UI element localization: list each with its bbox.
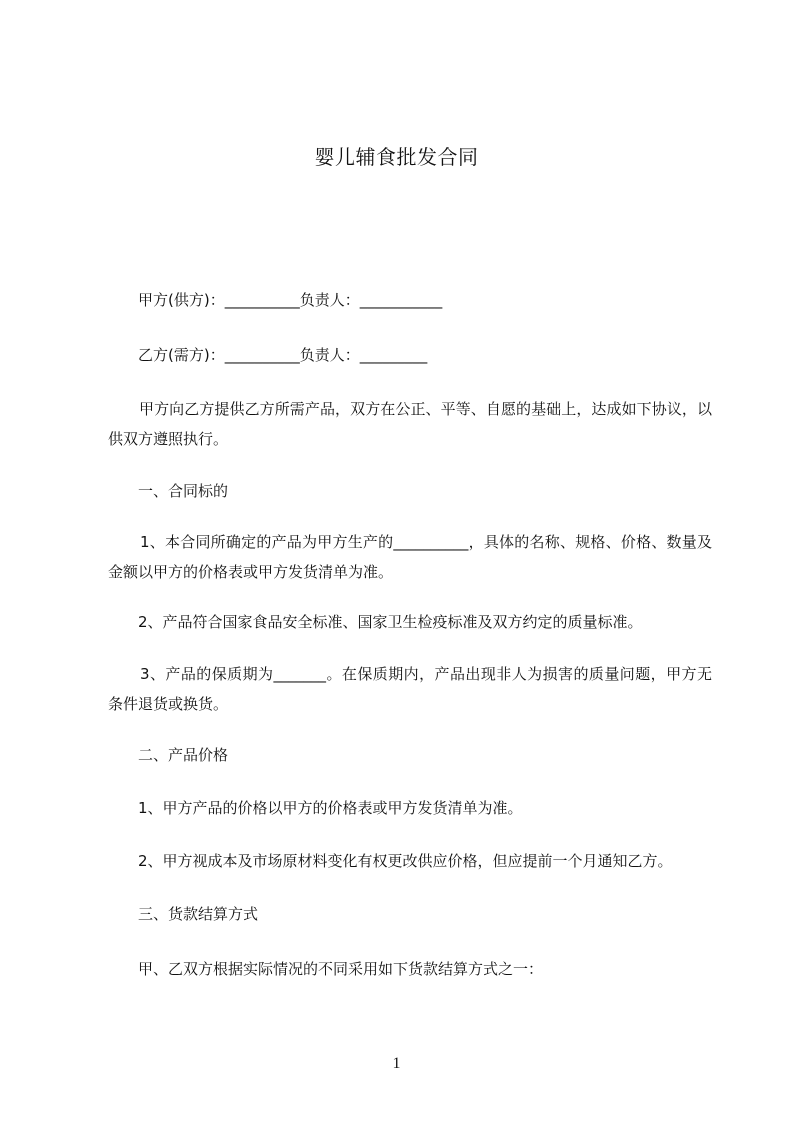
section-heading-2: 二、产品价格 bbox=[138, 746, 229, 764]
intro-paragraph: 甲方向乙方提供乙方所需产品，双方在公正、平等、自愿的基础上，达成如下协议，以供双方遵照执行。 bbox=[108, 400, 712, 448]
section-heading-1: 一、合同标的 bbox=[138, 482, 229, 500]
page-number: 1 bbox=[392, 1055, 401, 1072]
section-1-item-2: 2、产品符合国家食品安全标准、国家卫生检疫标准及双方约定的质量标准。 bbox=[138, 613, 643, 631]
party-a-line: 甲方(供方)：__________负责人：___________ bbox=[138, 291, 443, 309]
section-1-item-3: 3、产品的保质期为_______。在保质期内，产品出现非人为损害的质量问题，甲方无条件退货或换货。 bbox=[108, 665, 712, 713]
section-heading-3: 三、货款结算方式 bbox=[138, 905, 259, 923]
document-title: 婴儿辅食批发合同 bbox=[314, 145, 479, 169]
section-2-item-1: 1、甲方产品的价格以甲方的价格表或甲方发货清单为准。 bbox=[138, 799, 523, 817]
party-b-line: 乙方(需方)：__________负责人：_________ bbox=[138, 346, 428, 364]
section-2-item-2: 2、甲方视成本及市场原材料变化有权更改供应价格，但应提前一个月通知乙方。 bbox=[138, 852, 673, 870]
section-3-item-1: 甲、乙双方根据实际情况的不同采用如下货款结算方式之一： bbox=[138, 960, 544, 978]
section-1-item-1: 1、本合同所确定的产品为甲方生产的__________，具体的名称、规格、价格、数量及金额以甲方的价格表或甲方发货清单为准。 bbox=[108, 533, 712, 581]
